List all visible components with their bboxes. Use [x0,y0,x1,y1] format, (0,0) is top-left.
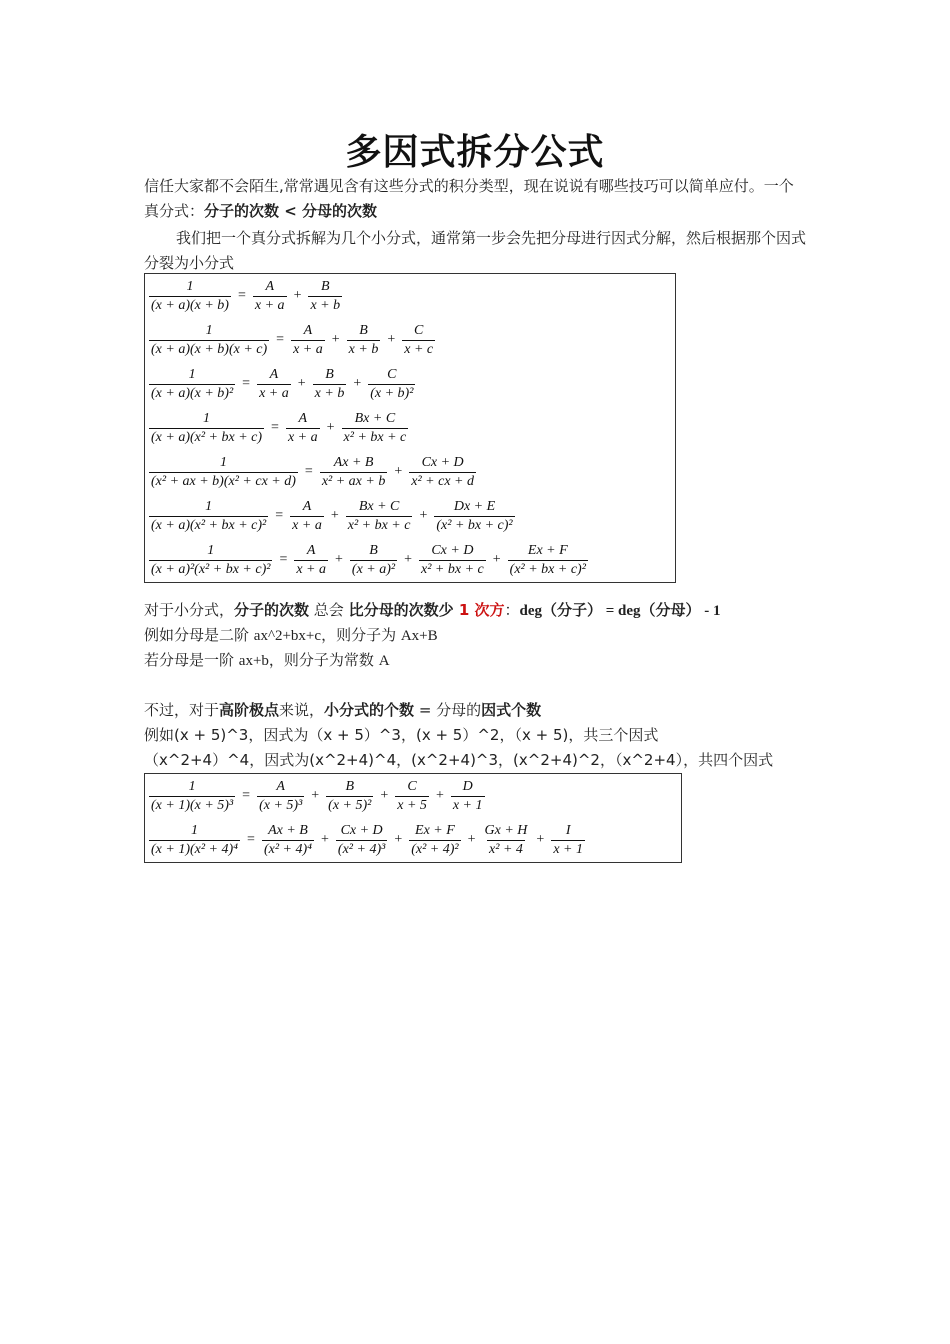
lhs-fraction [149,779,235,814]
denominator: x² + 4 [489,841,523,857]
partial-fraction [253,279,287,314]
rule2-pre: 不过，对于 [144,701,220,719]
partial-fraction [286,411,320,446]
partial-fraction [257,779,304,814]
equals-sign: = [242,788,251,803]
numerator: 1 [186,278,194,294]
numerator: 1 [188,366,196,382]
intro-text: 信任大家都不会陌生,常常遇见含有这些分式的积分类型，现在说说有哪些技巧可以简单应付。一个真分式： [144,177,794,220]
plus-sign: + [492,552,501,567]
plus-sign: + [536,832,545,847]
denominator: (x + a)(x + b)² [151,385,234,401]
denominator: (x + a)²(x² + bx + c)² [151,561,271,577]
denominator: (x + a)² [351,561,396,577]
example1-text2: ，则分子为 [321,626,401,644]
plus-sign: + [297,376,306,391]
numerator: A [269,366,279,382]
formula-row [145,538,675,582]
denominator: x + b [314,385,345,401]
equals-sign: = [275,508,284,523]
formula-box-basic [144,273,676,583]
rule-colon: ： [504,601,520,619]
numerator: D [462,778,473,794]
denominator: (x² + bx + c)² [436,517,513,533]
rule-pre: 对于小分式， [144,601,235,619]
example2-expr: ax+b [238,653,269,669]
partial-fraction [291,323,325,358]
numerator: Cx + D [431,542,474,558]
lhs-fraction [149,279,231,314]
denominator: (x² + ax + b)(x² + cx + d) [151,473,296,489]
denominator: x + b [348,341,379,357]
rule2-eq: = 分母的 [414,701,482,719]
formula-row [145,318,675,362]
method-paragraph: 我们把一个真分式拆解为几个小分式，通常第一步会先把分母进行因式分解，然后根据那个因式分裂为小分式 [144,229,807,272]
numerator: B [345,778,355,794]
numerator: C [387,366,397,382]
partial-fraction [508,543,588,578]
plus-sign: + [326,420,335,435]
denominator: (x + 5)² [328,797,372,813]
equals-sign: = [237,288,246,303]
partial-fraction [326,779,373,814]
plus-sign: + [380,788,389,803]
lhs-fraction [149,499,268,534]
plus-sign: + [387,332,396,347]
numerator: C [407,778,417,794]
partial-fraction [350,543,397,578]
partial-fraction [483,823,530,858]
numerator: A [298,410,308,426]
partial-fraction [368,367,415,402]
numerator: A [303,322,313,338]
denominator: x + a [292,517,322,533]
example-cubic-factor: 例如(x + 5)^3，因式为（x + 5）^3，(x + 5）^2，（x + 5)，共三个因式 [144,726,659,744]
lhs-fraction [149,543,272,578]
example2-expr2: A [378,653,390,669]
numerator: 1 [205,322,213,338]
denominator: x + a [293,341,323,357]
rule-bold-less: 比分母的次数少 [348,601,454,619]
numerator: C [414,322,424,338]
denominator: (x² + 4)⁴ [263,841,313,857]
numerator: 1 [203,410,211,426]
denominator: x + 1 [553,841,583,857]
partial-fraction [342,411,409,446]
lhs-fraction [149,367,235,402]
plus-sign: + [331,332,340,347]
denominator: x² + bx + c [347,517,411,533]
example1-text: 例如分母是二阶 [144,626,254,644]
numerator: A [265,278,274,294]
denominator: (x + a)(x + b) [151,297,229,313]
denominator: x + c [404,341,434,357]
denominator: (x² + bx + c)² [509,561,586,577]
rule-mid: 总会 [309,601,349,619]
partial-fraction [313,367,347,402]
partial-fraction [290,499,324,534]
equals-sign: = [247,832,255,847]
partial-fraction [395,779,429,814]
partial-fraction [451,779,485,814]
partial-fraction [320,455,388,490]
partial-fraction [347,323,381,358]
numerator: Cx + D [340,822,383,838]
numerator: Ex + F [527,542,568,558]
numerator: A [306,542,316,558]
formula-row [145,774,681,818]
numerator: I [565,822,571,838]
plus-sign: + [419,508,428,523]
numerator: 1 [205,498,213,514]
formula-row [145,450,675,494]
denominator: x + a [254,297,285,313]
plus-sign: + [321,832,329,847]
denominator: (x² + 4)³ [337,841,386,857]
denominator: x² + cx + d [411,473,474,489]
partial-fraction [346,499,413,534]
rule2-bold-count: 小分式的个数 [324,701,415,719]
numerator: A [302,498,312,514]
lhs-fraction [149,411,264,446]
numerator: 1 [191,822,199,838]
partial-fraction [434,499,514,534]
numerator: B [359,322,368,338]
partial-fraction [336,823,387,858]
rule-count-paragraph [144,698,806,723]
plus-sign: + [467,832,476,847]
partial-fraction [419,543,486,578]
rule-bold-numerator: 分子的次数 [234,601,310,619]
plus-sign: + [404,552,413,567]
denominator: (x + 5)³ [259,797,303,813]
lhs-fraction [149,455,298,490]
denominator: (x + 1)(x + 5)³ [151,797,234,813]
denominator: x + a [287,429,318,445]
denominator: (x + a)(x + b)(x + c) [151,341,268,357]
example-quadratic [144,623,806,649]
intro-bold: 分子的次数 < 分母的次数 [204,202,378,220]
numerator: 1 [219,454,227,470]
numerator: B [325,366,334,382]
lhs-fraction [149,323,269,358]
formula-row [145,406,675,450]
denominator: x² + bx + c [343,429,407,445]
partial-fraction [257,367,291,402]
rule-degree-paragraph [144,598,806,624]
plus-sign: + [435,788,444,803]
partial-fraction [262,823,314,858]
plus-sign: + [394,832,403,847]
denominator: (x + a)(x² + bx + c) [151,429,263,445]
lhs-fraction [149,823,240,858]
formula-row [145,274,675,318]
formula-row [145,494,675,538]
numerator: Ax + B [333,454,374,470]
denominator: (x² + 4)² [411,841,459,857]
equals-sign: = [242,376,251,391]
denominator: x + a [296,561,327,577]
example-linear [144,648,806,674]
equals-sign: = [304,464,313,479]
rule2-mid: 来说， [279,701,325,719]
intro-paragraph [144,174,806,224]
example-quartic-factor: （x^2+4）^4，因式为(x^2+4)^4，(x^2+4)^3，(x^2+4)^2，（x^2+4），共四个因式 [144,751,774,769]
denominator: x² + bx + c [421,561,484,577]
example2-text: 若分母是一阶 [144,651,239,669]
rule-red-one-degree: 1 次方 [453,601,505,619]
numerator: B [321,278,330,294]
example2-text2: ，则分子为常数 [268,651,379,669]
equals-sign: = [276,332,285,347]
numerator: B [369,542,378,558]
plus-sign: + [394,464,403,479]
rule2-bold-pole: 高阶极点 [219,701,280,719]
plus-sign: + [293,288,302,303]
numerator: Bx + C [354,410,396,426]
numerator: Dx + E [453,498,496,514]
numerator: Ax + B [268,822,308,838]
numerator: Cx + D [421,454,464,470]
plus-sign: + [335,552,343,567]
equals-sign: = [271,420,279,435]
numerator: A [276,778,285,794]
example1-expr: ax^2+bx+c [253,628,322,644]
numerator: Ex + F [415,822,455,838]
plus-sign: + [311,788,320,803]
denominator: (x + a)(x² + bx + c)² [151,517,267,533]
formula-box-examples [144,773,682,863]
denominator: x + 5 [397,797,427,813]
partial-fraction [294,543,328,578]
denominator: x + a [259,385,289,401]
formula-row [145,362,675,406]
plus-sign: + [353,376,362,391]
denominator: x + 1 [452,797,483,813]
numerator: 1 [188,778,196,794]
rule2-bold-factors: 因式个数 [481,701,542,719]
example1-expr2: Ax+B [400,628,438,644]
denominator: x + b [310,297,341,313]
rule-deg-formula: deg（分子） = deg（分母） - 1 [519,603,721,619]
partial-fraction [409,455,476,490]
denominator: (x + 1)(x² + 4)⁴ [151,841,239,857]
partial-fraction [308,279,342,314]
numerator: Gx + H [484,822,528,838]
denominator: (x + b)² [370,385,414,401]
numerator: Bx + C [358,498,400,514]
document-title: 多因式拆分公式 [345,132,605,173]
formula-row [145,818,681,862]
equals-sign: = [279,552,288,567]
partial-fraction [409,823,460,858]
partial-fraction [402,323,435,358]
numerator: 1 [207,542,215,558]
plus-sign: + [330,508,339,523]
partial-fraction [551,823,585,858]
denominator: x² + ax + b [321,473,386,489]
